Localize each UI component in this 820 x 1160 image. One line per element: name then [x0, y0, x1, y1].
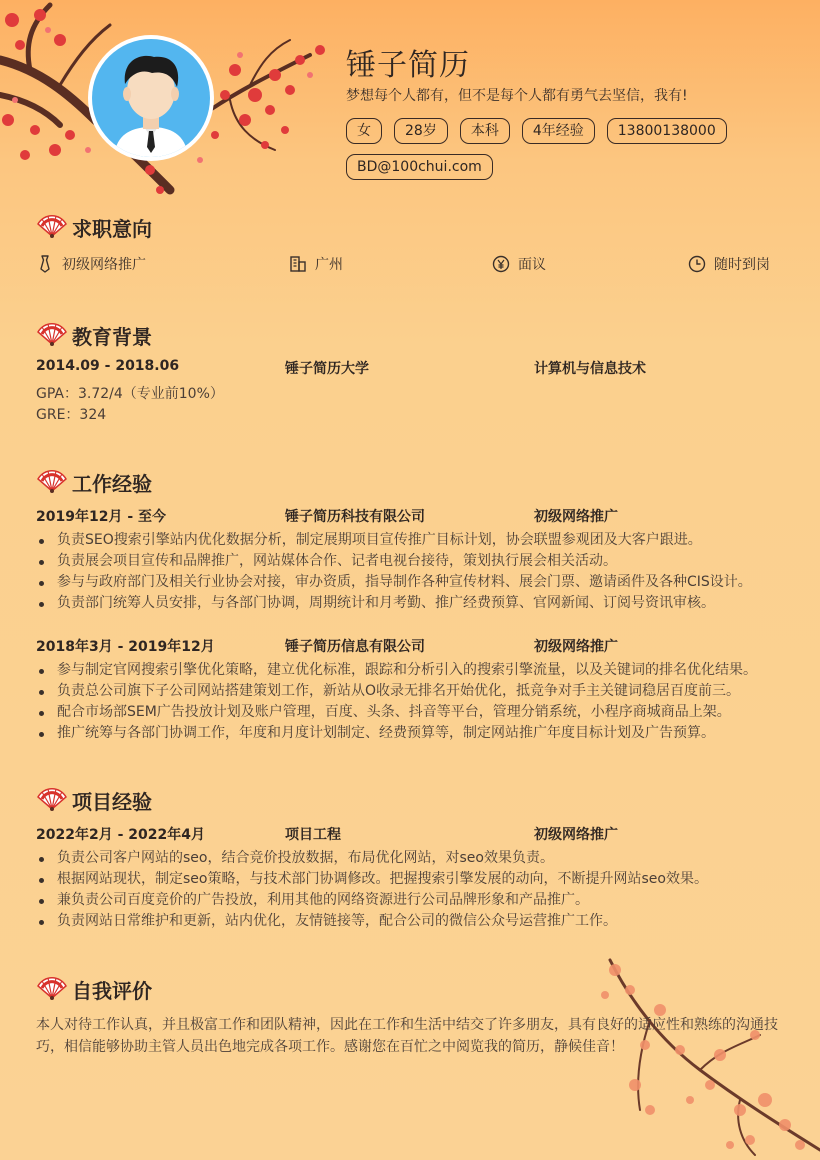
motto: 梦想每个人都有，但不是每个人都有勇气去坚信，我有! [346, 88, 688, 104]
job-row [36, 506, 786, 526]
clock-icon [688, 255, 706, 273]
section-heading [36, 320, 786, 350]
list-item: 负责部门统筹人员安排，与各部门协调，周期统计和月考勤、推广经费预算、官网新闻、订阅号资讯审核。 [36, 593, 786, 614]
job-company: 锤子简历信息有限公司 [285, 639, 425, 655]
education-period: 2014.09 - 2018.06 [36, 358, 180, 374]
intent-city [289, 254, 492, 274]
list-item: 负责SEO搜索引擎站内优化数据分析，制定展期项目宣传推广目标计划，协会联盟参观团及大客户跟进。 [36, 530, 786, 551]
list-item: 负责总公司旗下子公司网站搭建策划工作，新站从O收录无排名开始优化，抵竞争对手主关键词稳居百度前三。 [36, 681, 786, 702]
intent-position-label: 初级网络推广 [62, 257, 146, 273]
project-section [36, 785, 786, 932]
intent-availability [688, 254, 770, 274]
intent-availability-label: 随时到岗 [714, 257, 770, 273]
self-evaluation-section [36, 974, 786, 1058]
fan-icon [36, 214, 68, 240]
intent-city-label: 广州 [315, 257, 343, 273]
gender-tag: 女 [346, 118, 382, 144]
phone-tag: 13800138000 [607, 118, 727, 144]
yuan-icon [492, 255, 510, 273]
email-tag: BD@100chui.com [346, 154, 493, 180]
list-item: 负责网站日常维护和更新，站内优化，友情链接等，配合公司的微信公众号运营推广工作。 [36, 911, 786, 932]
intent-position [36, 254, 289, 274]
education-gre: GRE：324 [36, 407, 107, 423]
job-period: 2019年12月 - 至今 [36, 509, 167, 525]
education-row [36, 358, 786, 378]
job-intent-section [36, 212, 786, 274]
intent-salary [492, 254, 688, 274]
list-item: 参与与政府部门及相关行业协会对接，审办资质，指导制作各种宣传材料、展会门票、邀请函件及各种CIS设计。 [36, 572, 786, 593]
section-heading [36, 212, 786, 242]
age-tag: 28岁 [394, 118, 448, 144]
self-evaluation-text: 本人对待工作认真，并且极富工作和团队精神，因此在工作和生活中结交了许多朋友，具有良好的适应性和熟练的沟通技巧，相信能够协助主管人员出色地完成各项工作。感谢您在百忙之中阅览我的简历，静候佳音！ [36, 1017, 778, 1055]
project-row [36, 824, 786, 844]
education-section [36, 320, 786, 426]
section-heading [36, 974, 786, 1004]
intent-salary-label: 面议 [518, 257, 546, 273]
section-title: 工作经验 [72, 471, 152, 496]
tie-icon [36, 255, 54, 273]
section-title: 项目经验 [72, 789, 152, 814]
project-duties [36, 848, 786, 932]
avatar [88, 35, 214, 161]
section-heading [36, 467, 786, 497]
fan-icon [36, 787, 68, 813]
job-duties [36, 660, 786, 744]
degree-tag: 本科 [460, 118, 510, 144]
list-item: 兼负责公司百度竞价的广告投放，利用其他的网络资源进行公司品牌形象和产品推广。 [36, 890, 786, 911]
job-period: 2018年3月 - 2019年12月 [36, 639, 215, 655]
section-heading [36, 785, 786, 815]
info-tags [346, 118, 786, 180]
education-school: 锤子简历大学 [285, 361, 369, 377]
project-period: 2022年2月 - 2022年4月 [36, 827, 205, 843]
list-item: 推广统筹与各部门协调工作，年度和月度计划制定、经费预算等，制定网站推广年度目标计划及广告预算。 [36, 723, 786, 744]
education-major: 计算机与信息技术 [534, 361, 646, 377]
job-company: 锤子简历科技有限公司 [285, 509, 425, 525]
list-item: 负责展会项目宣传和品牌推广，网站媒体合作、记者电视台接待，策划执行展会相关活动。 [36, 551, 786, 572]
project-name: 项目工程 [285, 827, 341, 843]
fan-icon [36, 322, 68, 348]
job-role: 初级网络推广 [534, 509, 618, 525]
list-item: 配合市场部SEM广告投放计划及账户管理，百度、头条、抖音等平台，管理分销系统，小程序商城商品上架。 [36, 702, 786, 723]
section-title: 求职意向 [72, 216, 152, 241]
list-item: 负责公司客户网站的seo，结合竞价投放数据，布局优化网站，对seo效果负责。 [36, 848, 786, 869]
fan-icon [36, 469, 68, 495]
job-role: 初级网络推广 [534, 639, 618, 655]
list-item: 参与制定官网搜索引擎优化策略，建立优化标准，跟踪和分析引入的搜索引擎流量，以及关键词的排名优化结果。 [36, 660, 786, 681]
experience-tag: 4年经验 [522, 118, 595, 144]
project-role: 初级网络推广 [534, 827, 618, 843]
fan-icon [36, 976, 68, 1002]
education-gpa: GPA：3.72/4（专业前10%） [36, 386, 224, 402]
job-row [36, 636, 786, 656]
job-duties [36, 530, 786, 614]
intent-row [36, 254, 786, 274]
work-section [36, 467, 786, 744]
list-item: 根据网站现状，制定seo策略，与技术部门协调修改。把握搜索引擎发展的动向，不断提升网站seo效果。 [36, 869, 786, 890]
section-title: 教育背景 [72, 324, 152, 349]
section-title: 自我评价 [72, 978, 152, 1003]
avatar-portrait-icon [92, 39, 210, 157]
candidate-name: 锤子简历 [346, 48, 470, 83]
building-icon [289, 255, 307, 273]
